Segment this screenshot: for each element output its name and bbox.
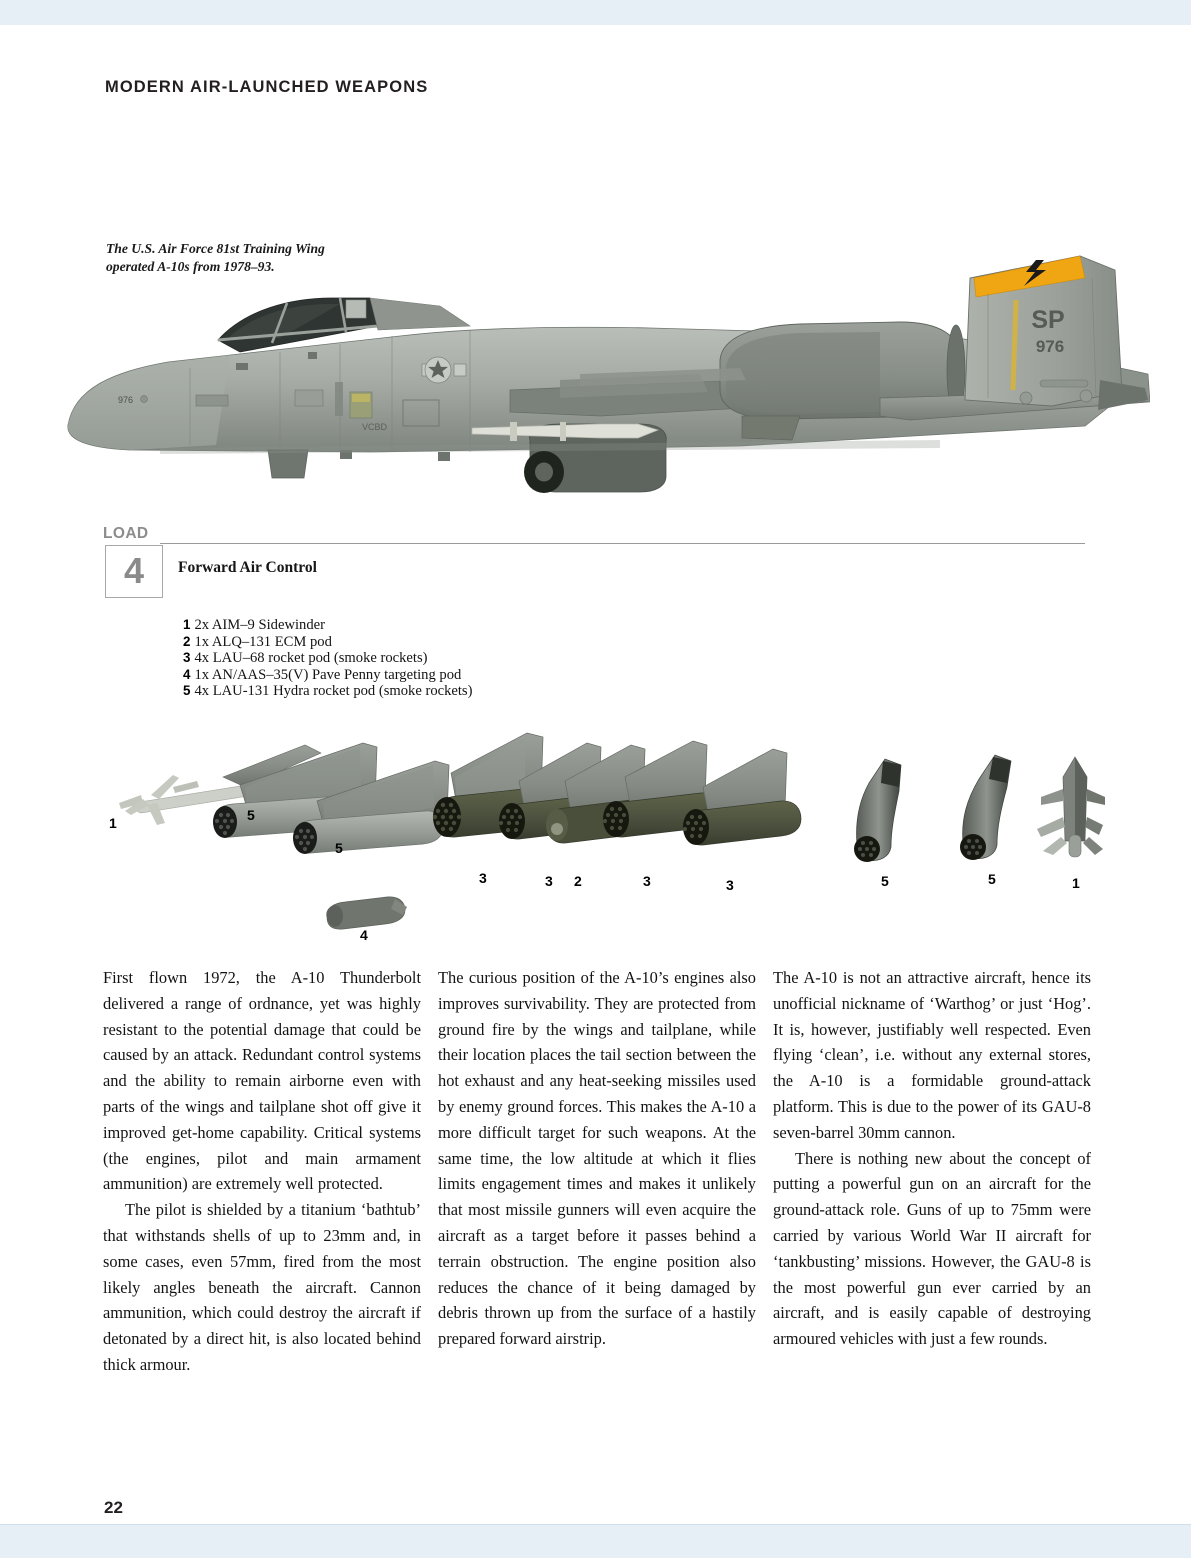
top-decorative-band (0, 0, 1191, 25)
paragraph: First flown 1972, the A-10 Thunderbolt delivered a range of ordnance, yet was highly resistant to the potential damage that could be caused by an attack. Redundant control systems and the ability to remain airborne even with parts of the wings and tailplane shot off give it improved get-home capability. Critical systems (the engines, pilot and main armament ammunition) are extremely well protected. (103, 968, 421, 1194)
list-item-label: 4x LAU-131 Hydra rocket pod (smoke rockets) (194, 683, 473, 700)
weapon-label-1: 1 (109, 815, 117, 831)
tail-code-text: SP (1031, 306, 1065, 334)
load-number-box (105, 545, 163, 598)
list-item (183, 650, 663, 667)
weapon-label-5: 3 (479, 870, 487, 886)
nose-serial-text: 976 (118, 395, 134, 405)
text-column-3 (773, 965, 1091, 1352)
weapon-hydra-pod-front-a (854, 759, 901, 862)
text-column-2 (438, 965, 756, 1352)
load-number: 4 (123, 550, 145, 591)
weapon-label-3: 5 (335, 840, 343, 856)
weapon-label-9: 3 (726, 877, 734, 893)
weapon-label-2: 5 (247, 807, 255, 823)
load-title: Forward Air Control (178, 559, 317, 576)
weapons-illustration-row (95, 725, 1105, 955)
weapon-pave-penny-pod (327, 897, 407, 929)
list-item (183, 667, 663, 684)
list-item-label: 2x AIM–9 Sidewinder (194, 617, 325, 633)
list-item (183, 617, 663, 634)
paragraph: The pilot is shielded by a titanium ‘bathtub’ that withstands shells of up to 23mm and, in some cases, even 57mm, fired from the most likely angles beneath the aircraft. Cannon ammunition, which could destroy the aircraft if detonated by a direct hit, is also located behind thick armour. (103, 1200, 421, 1374)
figure-caption-line2: operated A-10s from 1978–93. (106, 259, 275, 274)
weapon-label-6: 3 (545, 873, 553, 889)
weapon-label-10: 5 (881, 873, 889, 889)
text-column-1 (103, 965, 421, 1378)
list-item-number: 3 (183, 650, 191, 666)
load-label: LOAD (103, 525, 149, 542)
fuselage-stencil-text: VCBD (362, 422, 388, 432)
list-item-label: 1x AN/AAS–35(V) Pave Penny targeting pod (194, 666, 462, 683)
load-divider (160, 543, 1085, 544)
weapon-label-8: 3 (643, 873, 651, 889)
weapon-label-11: 5 (988, 871, 996, 887)
list-item (183, 634, 663, 651)
paragraph: The A-10 is not an attractive aircraft, hence its unofficial nickname of ‘Warthog’ or just ‘Hog’. It is, however, justifiably well respected. Even flying ‘clean’, i.e. without any external stores, the A-10 is a formidable ground-attack platform. This is due to the power of its GAU-8 seven-barrel 30mm cannon. (773, 968, 1091, 1142)
page-number: 22 (104, 1498, 123, 1517)
tail-serial-text: 976 (1035, 337, 1065, 356)
body-text-columns (103, 965, 1098, 1465)
weapon-sidewinder-front (1037, 757, 1105, 857)
figure-caption-line1: The U.S. Air Force 81st Training Wing (106, 241, 325, 256)
list-item-number: 4 (183, 666, 191, 682)
paragraph: The curious position of the A-10’s engines also improves survivability. They are protected from ground fire by the wings and tailplane, while their location places the tail section between the hot exhaust and any heat-seeking missiles used by enemy ground forces. This makes the A-10 a more difficult target for such weapons. At the same time, the low altitude at which it flies limits engagement times and makes it unlikely that most missile gunners will even acquire the aircraft as a target before it passes behind a terrain obstruction. The engine position also reduces the chance of it being damaged by debris thrown up from the surface of a hastily prepared forward airstrip. (438, 968, 756, 1349)
aircraft-illustration (40, 240, 1150, 510)
list-item-label: 4x LAU–68 rocket pod (smoke rockets) (194, 650, 428, 667)
weapon-label-7: 2 (574, 873, 582, 889)
weapon-label-12: 1 (1072, 875, 1080, 891)
list-item-number: 1 (183, 617, 191, 632)
ordnance-list (183, 617, 663, 700)
weapon-label-4: 4 (360, 927, 368, 943)
list-item-number: 2 (183, 633, 191, 649)
list-item-label: 1x ALQ–131 ECM pod (194, 633, 332, 650)
list-item (183, 683, 663, 700)
paragraph: There is nothing new about the concept of putting a powerful gun on an aircraft for the ground-attack role. Guns of up to 75mm were carried by various World War II aircraft for ‘tankbusting’ missions. However, the GAU-8 is the most powerful gun ever carried by an aircraft, and is easily capable of destroying armoured vehicles with just a few rounds. (773, 1148, 1091, 1349)
document-page (0, 25, 1191, 1525)
list-item-number: 5 (183, 683, 191, 699)
bottom-decorative-band (0, 1525, 1191, 1558)
page-title: MODERN AIR-LAUNCHED WEAPONS (105, 78, 429, 96)
weapon-hydra-pod-front-b (960, 755, 1011, 860)
